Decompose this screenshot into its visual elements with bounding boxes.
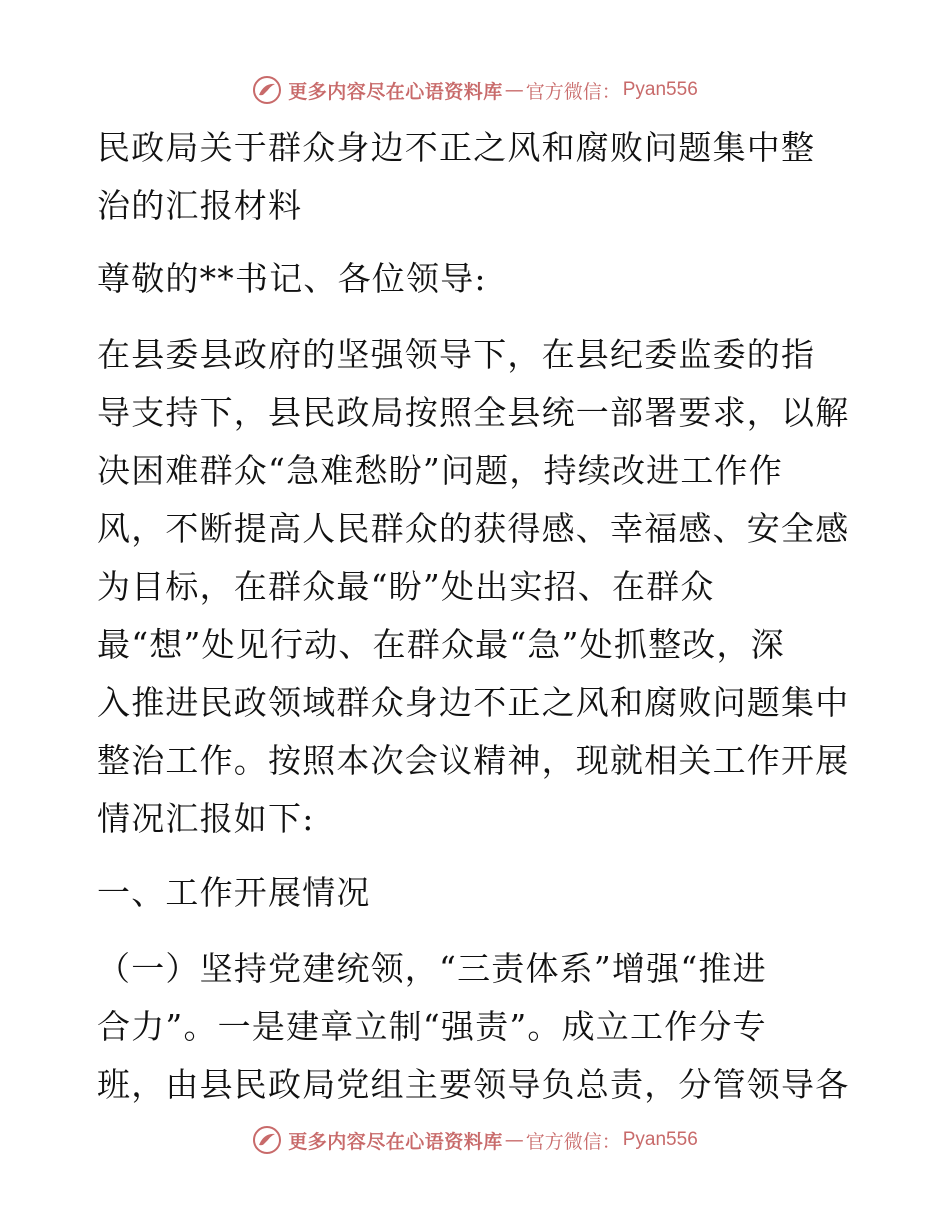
watermark-main-text: 更多内容尽在心语资料库 xyxy=(288,1130,503,1153)
watermark-dash: — xyxy=(504,1129,524,1151)
watermark-footer xyxy=(0,1120,950,1160)
paragraph-line: 最“想”处见行动、在群众最“急”处抓整改，深 xyxy=(97,625,785,664)
watermark-main-text: 更多内容尽在心语资料库 xyxy=(288,80,503,103)
watermark-handle: Pyan556 xyxy=(622,1129,698,1150)
paragraph-line: 整治工作。按照本次会议精神，现就相关工作开展 xyxy=(97,741,850,780)
paragraph-line: 合力”。一是建章立制“强责”。成立工作分专 xyxy=(97,1007,767,1046)
document-title xyxy=(97,119,857,235)
paragraph-line: 导支持下，县民政局按照全县统一部署要求，以解 xyxy=(97,393,850,432)
paragraph-line: 情况汇报如下: xyxy=(97,799,315,838)
watermark-sub-text: 官方微信： xyxy=(525,1130,621,1153)
paragraph-line: 入推进民政领域群众身边不正之风和腐败问题集中 xyxy=(97,683,850,722)
watermark-logo-icon xyxy=(252,75,282,105)
title-line: 民政局关于群众身边不正之风和腐败问题集中整 xyxy=(97,128,816,167)
watermark-dash: — xyxy=(504,79,524,101)
watermark-header xyxy=(0,70,950,110)
watermark-handle: Pyan556 xyxy=(622,79,698,100)
paragraph-line: 为目标，在群众最“盼”处出实招、在群众 xyxy=(97,567,715,606)
salutation-line: 尊敬的**书记、各位领导: xyxy=(97,259,487,298)
paragraph-section-one xyxy=(97,940,857,1114)
paragraph-line: 风，不断提高人民群众的获得感、幸福感、安全感 xyxy=(97,509,850,548)
paragraph-line: 决困难群众“急难愁盼”问题，持续改进工作作 xyxy=(97,451,783,490)
watermark-logo-icon xyxy=(252,1125,282,1155)
section-heading-line: 一、工作开展情况 xyxy=(97,873,371,912)
watermark-sub-text: 官方微信： xyxy=(525,80,621,103)
paragraph-line: 在县委县政府的坚强领导下，在县纪委监委的指 xyxy=(97,335,816,374)
paragraph-intro xyxy=(97,326,857,848)
paragraph-line: （一）坚持党建统领，“三责体系”增强“推进 xyxy=(97,949,767,988)
salutation xyxy=(97,250,857,308)
section-heading xyxy=(97,864,857,922)
title-line: 治的汇报材料 xyxy=(97,186,303,225)
paragraph-line: 班，由县民政局党组主要领导负总责，分管领导各 xyxy=(97,1065,850,1104)
